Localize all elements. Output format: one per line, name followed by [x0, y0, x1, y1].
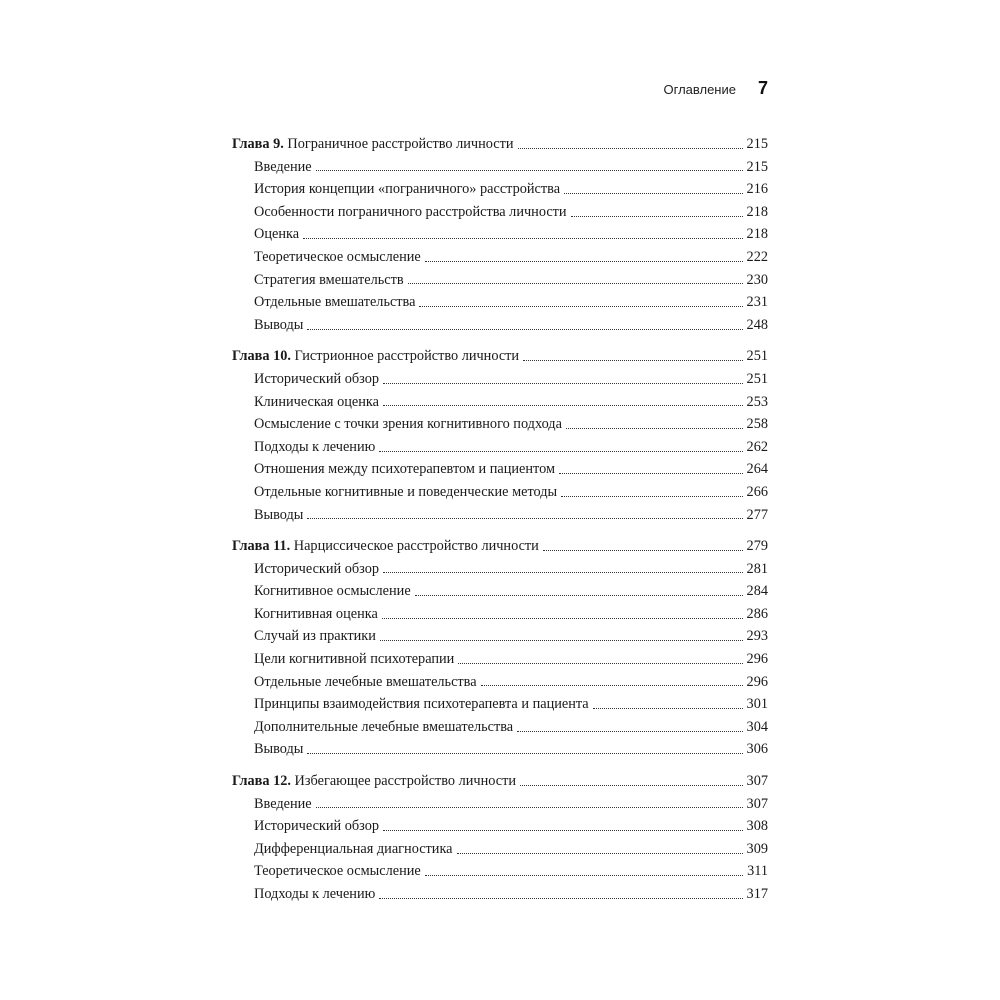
dot-leader — [316, 170, 743, 171]
section-page-number: 253 — [746, 393, 768, 410]
section-page-number: 317 — [746, 886, 768, 902]
toc-section-entry[interactable] — [232, 223, 768, 246]
section-title: Подходы к лечению — [254, 886, 376, 902]
chapter-number: Глава 12. — [232, 773, 291, 790]
toc-section-entry[interactable] — [232, 883, 768, 906]
chapter-title: Нарциссическое расстройство личности — [293, 538, 539, 555]
toc-section-entry[interactable] — [232, 603, 768, 626]
chapter-number: Глава 9. — [232, 136, 284, 152]
section-title: Выводы — [254, 316, 304, 333]
chapter-label — [232, 345, 519, 368]
section-page-number: 307 — [746, 795, 768, 812]
section-title: Теоретическое осмысление — [254, 248, 421, 265]
dot-leader — [593, 708, 743, 709]
section-page-number: 264 — [746, 461, 768, 478]
dot-leader — [316, 807, 743, 808]
toc-section-entry[interactable] — [232, 436, 768, 459]
section-page-number: 230 — [746, 271, 768, 288]
section-page-number: 251 — [746, 370, 768, 387]
section-title: Исторический обзор — [254, 370, 380, 387]
chapter-block — [232, 133, 768, 336]
toc-section-entry[interactable] — [232, 738, 768, 761]
table-of-contents — [232, 133, 768, 915]
toc-section-entry[interactable] — [232, 838, 768, 861]
section-title: Осмысление с точки зрения когнитивного подхода — [254, 416, 562, 433]
chapter-label — [232, 535, 539, 558]
dot-leader — [307, 329, 742, 330]
section-title: Отношения между психотерапевтом и пациентом — [254, 461, 556, 478]
section-title: Принципы взаимодействия психотерапевта и пациента — [254, 696, 589, 713]
section-page-number: 262 — [746, 438, 768, 455]
section-title: Когнитивная оценка — [254, 605, 378, 622]
dot-leader — [382, 618, 743, 619]
chapter-title: Пограничное расстройство личности — [287, 136, 514, 152]
toc-section-entry[interactable] — [232, 648, 768, 671]
dot-leader — [307, 518, 742, 519]
toc-section-entry[interactable] — [232, 391, 768, 414]
dot-leader — [457, 853, 743, 854]
dot-leader — [408, 283, 743, 284]
section-title: Дополнительные лечебные вмешательства — [254, 718, 514, 735]
section-page-number: 222 — [746, 248, 768, 265]
section-title: Подходы к лечению — [254, 438, 376, 455]
dot-leader — [379, 451, 742, 452]
toc-section-entry[interactable] — [232, 793, 768, 816]
section-page-number: 296 — [746, 651, 768, 668]
section-page-number: 293 — [746, 628, 768, 645]
section-title: Оценка — [254, 226, 300, 243]
dot-leader — [425, 261, 743, 262]
section-page-number: 309 — [746, 840, 768, 857]
section-title: Отдельные когнитивные и поведенческие методы — [254, 483, 558, 500]
chapter-block — [232, 770, 768, 906]
section-title: Стратегия вмешательств — [254, 271, 404, 288]
section-title: Клиническая оценка — [254, 393, 379, 410]
toc-section-entry[interactable] — [232, 481, 768, 504]
section-page-number: 311 — [747, 863, 768, 880]
section-title: Когнитивное осмысление — [254, 583, 411, 600]
toc-section-entry[interactable] — [232, 693, 768, 716]
chapter-title: Гистрионное расстройство личности — [294, 348, 520, 365]
page-number: 7 — [757, 78, 768, 98]
dot-leader — [383, 572, 743, 573]
toc-section-entry[interactable] — [232, 201, 768, 224]
section-title: Исторический обзор — [254, 560, 380, 577]
toc-section-entry[interactable] — [232, 580, 768, 603]
running-header — [232, 78, 768, 99]
dot-leader — [517, 731, 742, 732]
section-title: Особенности пограничного расстройства личности — [254, 203, 567, 220]
section-page-number: 218 — [746, 203, 768, 220]
toc-chapter-entry[interactable] — [232, 770, 768, 793]
chapter-title: Избегающее расстройство личности — [294, 773, 517, 790]
section-title: Введение — [254, 158, 312, 175]
section-page-number: 266 — [746, 483, 768, 500]
toc-section-entry[interactable] — [232, 504, 768, 527]
dot-leader — [571, 216, 743, 217]
dot-leader — [383, 830, 743, 831]
section-title: Выводы — [254, 506, 304, 523]
section-title: Отдельные вмешательства — [254, 294, 416, 311]
toc-section-entry[interactable] — [232, 558, 768, 581]
toc-section-entry[interactable] — [232, 156, 768, 179]
dot-leader — [543, 550, 743, 551]
section-page-number: 216 — [746, 181, 768, 198]
dot-leader — [383, 383, 743, 384]
chapter-page-number: 307 — [746, 773, 768, 790]
section-page-number: 258 — [746, 416, 768, 433]
chapter-page-number: 279 — [746, 538, 768, 555]
section-page-number: 286 — [746, 605, 768, 622]
toc-section-entry[interactable] — [232, 291, 768, 314]
section-title: Отдельные лечебные вмешательства — [254, 673, 477, 690]
section-page-number: 231 — [746, 294, 768, 311]
section-page-number: 284 — [746, 583, 768, 600]
toc-chapter-entry[interactable] — [232, 345, 768, 368]
section-page-number: 248 — [746, 316, 768, 333]
toc-section-entry[interactable] — [232, 246, 768, 269]
dot-leader — [379, 898, 742, 899]
section-title: Выводы — [254, 741, 304, 758]
section-title: Цели когнитивной психотерапии — [254, 651, 455, 668]
dot-leader — [564, 193, 742, 194]
section-title: Введение — [254, 795, 312, 812]
dot-leader — [518, 148, 743, 149]
section-page-number: 215 — [746, 158, 768, 175]
dot-leader — [458, 663, 742, 664]
dot-leader — [566, 428, 743, 429]
section-page-number: 306 — [746, 741, 768, 758]
toc-section-entry[interactable] — [232, 716, 768, 739]
section-page-number: 277 — [746, 506, 768, 523]
dot-leader — [307, 753, 742, 754]
dot-leader — [415, 595, 743, 596]
section-title: Дифференциальная диагностика — [254, 840, 453, 857]
chapter-block — [232, 535, 768, 761]
section-page-number: 281 — [746, 560, 768, 577]
running-title: Оглавление — [663, 82, 736, 97]
chapter-number: Глава 11. — [232, 538, 291, 555]
toc-chapter-entry[interactable] — [232, 535, 768, 558]
toc-section-entry[interactable] — [232, 314, 768, 337]
chapter-label — [232, 133, 514, 156]
chapter-label — [232, 770, 516, 793]
dot-leader — [481, 685, 743, 686]
chapter-number: Глава 10. — [232, 348, 291, 365]
dot-leader — [520, 785, 743, 786]
toc-section-entry[interactable] — [232, 368, 768, 391]
dot-leader — [380, 640, 743, 641]
chapter-page-number: 251 — [746, 348, 768, 365]
dot-leader — [303, 238, 742, 239]
chapter-block — [232, 345, 768, 526]
section-page-number: 296 — [746, 673, 768, 690]
dot-leader — [383, 405, 743, 406]
section-title: Теоретическое осмысление — [254, 863, 421, 880]
dot-leader — [523, 360, 742, 361]
section-title: Исторический обзор — [254, 818, 380, 835]
toc-section-entry[interactable] — [232, 625, 768, 648]
section-page-number: 301 — [746, 696, 768, 713]
chapter-page-number: 215 — [746, 136, 768, 152]
section-title: История концепции «пограничного» расстройства — [254, 181, 561, 198]
toc-section-entry[interactable] — [232, 671, 768, 694]
dot-leader — [419, 306, 742, 307]
toc-section-entry[interactable] — [232, 178, 768, 201]
section-page-number: 218 — [746, 226, 768, 243]
section-page-number: 308 — [746, 818, 768, 835]
section-page-number: 304 — [746, 718, 768, 735]
dot-leader — [425, 875, 743, 876]
dot-leader — [561, 496, 742, 497]
toc-chapter-entry[interactable] — [232, 133, 768, 156]
section-title: Случай из практики — [254, 628, 376, 645]
toc-section-entry[interactable] — [232, 269, 768, 292]
toc-section-entry[interactable] — [232, 860, 768, 883]
toc-section-entry[interactable] — [232, 815, 768, 838]
dot-leader — [559, 473, 743, 474]
toc-section-entry[interactable] — [232, 458, 768, 481]
toc-section-entry[interactable] — [232, 413, 768, 436]
